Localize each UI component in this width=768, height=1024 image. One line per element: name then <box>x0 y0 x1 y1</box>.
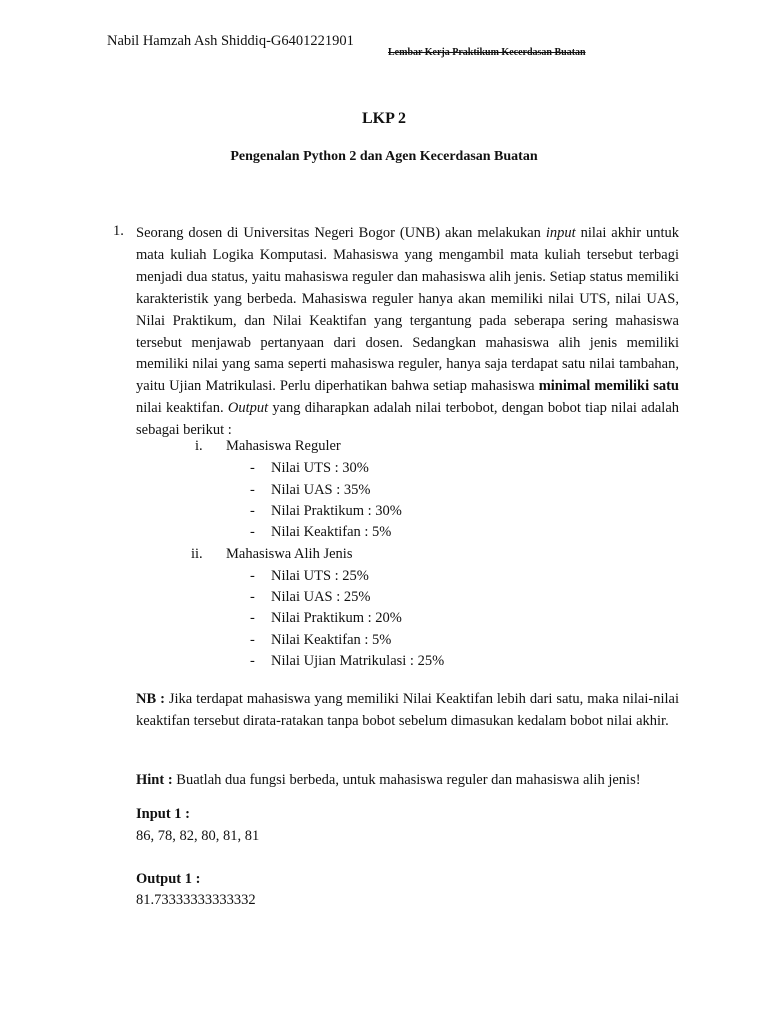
list-item: Nilai Keaktifan : 5% <box>271 524 392 540</box>
list-bullet: - <box>250 589 255 605</box>
list-item: Nilai UAS : 35% <box>271 482 371 498</box>
question-text <box>136 223 679 442</box>
list-item: Nilai UTS : 30% <box>271 460 369 476</box>
group-numeral: ii. <box>191 546 203 562</box>
question-text-input-em: input <box>545 225 576 241</box>
list-bullet: - <box>250 503 255 519</box>
list-bullet: - <box>250 610 255 626</box>
hint-label: Hint : <box>136 772 173 788</box>
list-item: Nilai Praktikum : 30% <box>271 503 402 519</box>
list-item: Nilai Keaktifan : 5% <box>271 632 392 648</box>
hint-paragraph <box>136 769 679 791</box>
nb-text: Jika terdapat mahasiswa yang memiliki Nilai Keaktifan lebih dari satu, maka nilai-nilai keaktifan tersebut dirata-ratakan tanpa bobot sebelum dimasukan kedalam bobot nilai akhir. <box>136 691 679 729</box>
group-name: Mahasiswa Reguler <box>226 438 341 454</box>
author-name: Nabil Hamzah Ash Shiddiq-G6401221901 <box>107 33 354 49</box>
list-bullet: - <box>250 653 255 669</box>
nb-label: NB : <box>136 691 165 707</box>
list-bullet: - <box>250 482 255 498</box>
list-bullet: - <box>250 460 255 476</box>
list-item: Nilai Ujian Matrikulasi : 25% <box>271 653 445 669</box>
page-title: LKP 2 <box>361 110 406 127</box>
group-name: Mahasiswa Alih Jenis <box>226 546 353 562</box>
question-number: 1. <box>113 223 124 239</box>
list-item: Nilai UTS : 25% <box>271 568 369 584</box>
input-value: 86, 78, 82, 80, 81, 81 <box>136 828 260 844</box>
nb-paragraph <box>136 688 679 732</box>
page-subtitle: Pengenalan Python 2 dan Agen Kecerdasan Buatan <box>230 149 538 164</box>
group-numeral: i. <box>195 438 203 454</box>
list-item: Nilai UAS : 25% <box>271 589 371 605</box>
question-text-part-1: Seorang dosen di Universitas Negeri Bogor (UNB) akan melakukan <box>136 225 546 241</box>
question-text-part-3: nilai keaktifan. <box>136 400 228 417</box>
list-item: Nilai Praktikum : 20% <box>271 610 402 626</box>
output-label: Output 1 : <box>136 871 201 887</box>
question-text-part-4: yang diharapkan adalah nilai terbobot, dengan bobot tiap nilai adalah sebagai berikut : <box>136 400 680 439</box>
question-text-output-em: Output <box>227 400 269 417</box>
hint-text: Buatlah dua fungsi berbeda, untuk mahasiswa reguler dan mahasiswa alih jenis! <box>172 772 641 788</box>
input-label: Input 1 : <box>136 806 190 822</box>
output-value: 81.73333333333332 <box>136 892 256 908</box>
question-text-bold: minimal memiliki satu <box>538 378 679 395</box>
document-label: Lembar Kerja Praktikum Kecerdasan Buatan <box>388 47 586 58</box>
question-text-part-2: nilai akhir untuk mata kuliah Logika Komputasi. Mahasiswa yang mengambil mata kuliah tersebut terbagi menjadi dua status, yaitu mahasiswa reguler dan mahasiswa alih jenis. Setiap status memiliki karakteristik yang berbeda. Mahasiswa reguler hanya akan memiliki nilai UTS, nilai UAS, Nilai Praktikum, dan Nilai Keaktifan yang tergantung pada seberapa sering mahasiswa tersebut menjawab pertanyaan dari dosen. Sedangkan mahasiswa alih jenis memiliki memiliki nilai yang sama seperti mahasiswa reguler, hanya saja terdapat satu nilai tambahan, yaitu Ujian Matrikulasi. Perlu diperhatikan bahwa setiap mahasiswa <box>136 225 680 395</box>
list-bullet: - <box>250 524 255 540</box>
list-bullet: - <box>250 568 255 584</box>
list-bullet: - <box>250 632 255 648</box>
